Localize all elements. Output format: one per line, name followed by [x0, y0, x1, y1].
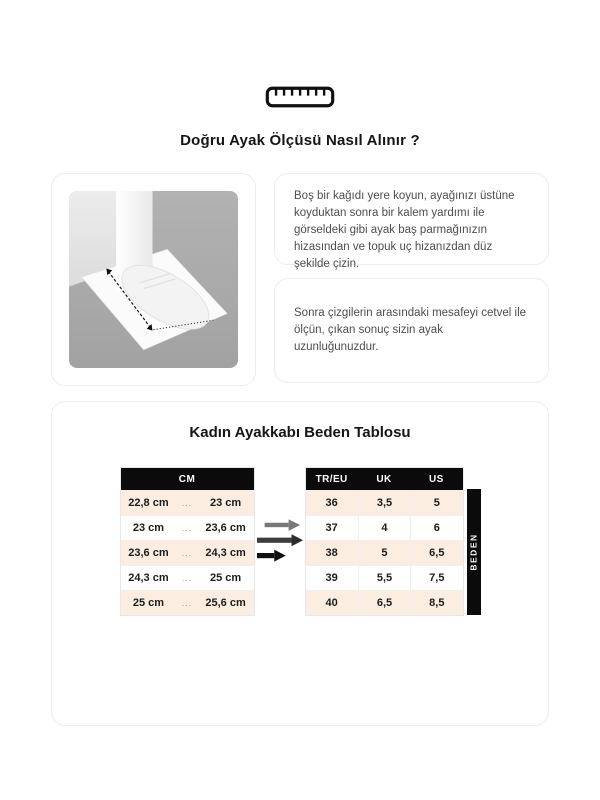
- range-separator: ...: [181, 548, 193, 558]
- size-table-row: [306, 590, 463, 615]
- cm-to: 25 cm: [209, 572, 242, 584]
- cm-table-row: [121, 590, 254, 615]
- size-table-row: [306, 490, 463, 515]
- col-header-tr-eu: TR/EU: [315, 473, 348, 485]
- size-uk: 6,5: [358, 591, 410, 615]
- transfer-arrows-icon: [255, 467, 305, 614]
- range-separator: ...: [181, 523, 193, 533]
- cm-to: 23 cm: [209, 496, 242, 509]
- measurement-photo-card: [51, 173, 256, 386]
- range-separator: ...: [181, 497, 193, 508]
- size-uk: 5: [358, 541, 410, 565]
- cm-to: 23,6 cm: [205, 522, 246, 534]
- size-us: 6,5: [410, 541, 462, 565]
- size-table-row: [306, 565, 463, 590]
- cm-table-row: [121, 515, 254, 540]
- cm-table-row: [121, 565, 254, 590]
- cm-from: 25 cm: [132, 597, 165, 609]
- cm-from: 23 cm: [132, 522, 165, 534]
- beden-label: BEDEN: [468, 533, 479, 571]
- size-table-card: [51, 401, 549, 726]
- size-uk: 5,5: [358, 566, 410, 590]
- instruction-step-2-text: Sonra çizgilerin arasındaki mesafeyi cetvel ile ölçün, çıkan sonuç sizin ayak uzunluğunuzdur.: [294, 307, 527, 353]
- size-table-row: [306, 540, 463, 565]
- range-separator: ...: [181, 573, 193, 583]
- size-us: 7,5: [410, 566, 462, 590]
- cm-table: [120, 467, 255, 616]
- size-us: 8,5: [410, 591, 462, 615]
- international-size-table: [305, 467, 464, 616]
- range-separator: ...: [181, 598, 193, 608]
- foot-measurement-illustration: [69, 191, 238, 368]
- howto-section: [51, 173, 549, 386]
- size-guide-page: [51, 85, 549, 726]
- col-header-us: US: [428, 473, 444, 485]
- size-tr-eu: 39: [325, 572, 338, 584]
- size-tr-eu: 38: [325, 547, 338, 559]
- cm-table-header: CM: [121, 468, 254, 490]
- col-header-uk: UK: [376, 473, 392, 485]
- size-us: 5: [410, 490, 462, 515]
- beden-vertical-label-bar: [467, 489, 481, 615]
- page-title: Doğru Ayak Ölçüsü Nasıl Alınır ?: [180, 132, 420, 149]
- instruction-steps: [274, 173, 549, 386]
- cm-from: 23,6 cm: [128, 547, 169, 559]
- size-tables-row: [52, 467, 548, 616]
- foot-measurement-photo: [69, 191, 238, 368]
- cm-to: 25,6 cm: [205, 597, 246, 609]
- instruction-step-2: [274, 278, 549, 383]
- size-uk: 3,5: [358, 490, 410, 515]
- size-table-row: [306, 515, 463, 540]
- cm-table-row: [121, 540, 254, 565]
- size-table-header-row: [306, 468, 463, 490]
- instruction-step-1: Boş bir kağıdı yere koyun, ayağınızı üstüne koyduktan sonra bir kalem yardımı ile görseldeki gibi ayak baş parmağınızın hizasından ve topuk uç hizanızdan düz şekilde çizin.: [274, 173, 549, 265]
- cm-from: 24,3 cm: [128, 572, 169, 584]
- size-uk: 4: [358, 516, 410, 540]
- cm-from: 22,8 cm: [128, 496, 169, 509]
- header-icon-wrap: [51, 85, 549, 109]
- size-tr-eu: 37: [325, 522, 338, 534]
- size-table-title: Kadın Ayakkabı Beden Tablosu: [189, 424, 411, 441]
- size-tr-eu: 40: [325, 597, 338, 609]
- size-us: 6: [410, 516, 462, 540]
- size-tr-eu: 36: [325, 496, 338, 509]
- cm-table-row: [121, 490, 254, 515]
- ruler-icon: [265, 85, 335, 109]
- cm-to: 24,3 cm: [205, 547, 246, 559]
